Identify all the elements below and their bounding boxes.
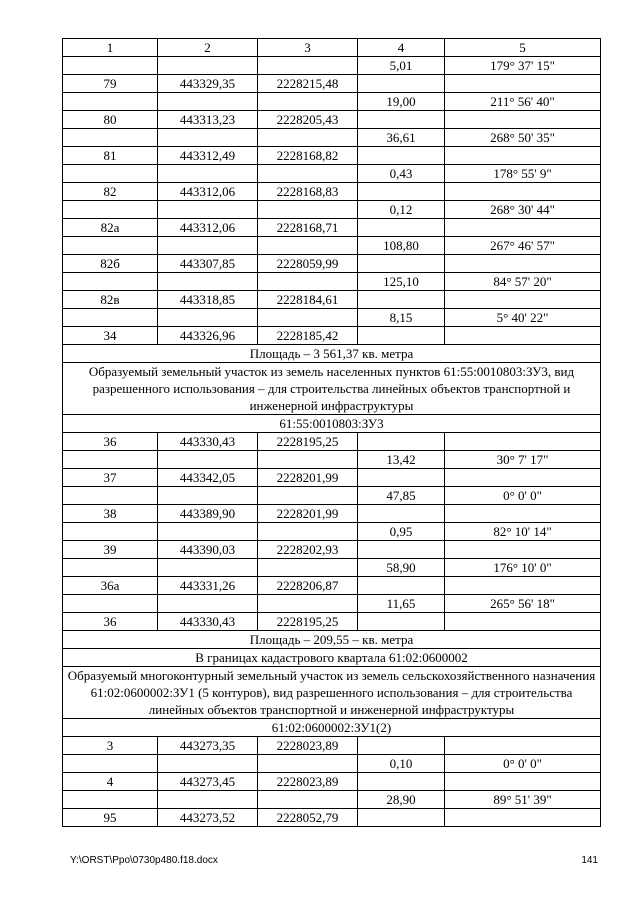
table-cell: [258, 93, 358, 111]
table-cell: [358, 75, 445, 93]
table-cell: 58,90: [358, 559, 445, 577]
section-row: [63, 363, 601, 415]
table-cell: [358, 613, 445, 631]
table-cell: 265° 56' 18": [445, 595, 601, 613]
table-cell: [445, 219, 601, 237]
table-cell: [258, 165, 358, 183]
section-cell: Площадь – 3 561,37 кв. метра: [63, 345, 601, 363]
header-cell: 4: [358, 39, 445, 57]
table-cell: 268° 50' 35": [445, 129, 601, 147]
table-cell: 2228206,87: [258, 577, 358, 595]
table-cell: 2228023,89: [258, 773, 358, 791]
table-cell: 82б: [63, 255, 158, 273]
table-cell: [445, 773, 601, 791]
table-cell: 443390,03: [158, 541, 258, 559]
table-row: [63, 309, 601, 327]
table-cell: 443313,23: [158, 111, 258, 129]
table-cell: 0,12: [358, 201, 445, 219]
table-cell: [63, 595, 158, 613]
table-cell: 443329,35: [158, 75, 258, 93]
section-cell: 61:55:0010803:ЗУ3: [63, 415, 601, 433]
table-cell: 268° 30' 44": [445, 201, 601, 219]
table-row: [63, 469, 601, 487]
table-cell: [358, 255, 445, 273]
table-cell: [445, 809, 601, 827]
table-cell: [258, 57, 358, 75]
table-cell: 36,61: [358, 129, 445, 147]
table-cell: 108,80: [358, 237, 445, 255]
table-cell: 443330,43: [158, 613, 258, 631]
table-cell: [358, 433, 445, 451]
table-cell: 2228195,25: [258, 613, 358, 631]
section-cell: Образуемый земельный участок из земель населенных пунктов 61:55:0010803:ЗУ3, вид разрешенного использования – для строительства линейных объектов транспортной и инженерной инфраструктуры: [63, 363, 601, 415]
table-cell: 2228195,25: [258, 433, 358, 451]
table-row: [63, 791, 601, 809]
table-cell: [63, 451, 158, 469]
table-cell: 0,95: [358, 523, 445, 541]
table-cell: 34: [63, 327, 158, 345]
table-cell: 0° 0' 0": [445, 755, 601, 773]
table-row: [63, 93, 601, 111]
table-cell: 36а: [63, 577, 158, 595]
table-cell: 2228201,99: [258, 505, 358, 523]
table-cell: 176° 10' 0": [445, 559, 601, 577]
table-row: [63, 577, 601, 595]
table-row: [63, 201, 601, 219]
table-cell: [445, 183, 601, 201]
table-cell: [158, 559, 258, 577]
table-cell: [63, 755, 158, 773]
table-cell: [445, 147, 601, 165]
table-cell: [158, 165, 258, 183]
table-cell: 211° 56' 40": [445, 93, 601, 111]
table-cell: [358, 505, 445, 523]
table-row: [63, 433, 601, 451]
table-body: [63, 57, 601, 827]
table-cell: [258, 309, 358, 327]
table-row: [63, 451, 601, 469]
table-cell: [158, 57, 258, 75]
table-row: [63, 273, 601, 291]
table-cell: 2228168,82: [258, 147, 358, 165]
table-cell: 36: [63, 433, 158, 451]
table-cell: 2228184,61: [258, 291, 358, 309]
table-cell: 39: [63, 541, 158, 559]
table-cell: 443330,43: [158, 433, 258, 451]
table-cell: [258, 791, 358, 809]
table-cell: [445, 291, 601, 309]
table-cell: 82в: [63, 291, 158, 309]
header-cell: 5: [445, 39, 601, 57]
table-cell: 443312,49: [158, 147, 258, 165]
table-cell: 0,10: [358, 755, 445, 773]
table-cell: 82а: [63, 219, 158, 237]
table-cell: 5,01: [358, 57, 445, 75]
table-cell: 443273,35: [158, 737, 258, 755]
table-row: [63, 505, 601, 523]
table-cell: [158, 237, 258, 255]
table-cell: [63, 273, 158, 291]
table-cell: [258, 201, 358, 219]
table-cell: [358, 219, 445, 237]
table-cell: [63, 487, 158, 505]
table-cell: 0,43: [358, 165, 445, 183]
table-row: [63, 129, 601, 147]
table-cell: 47,85: [358, 487, 445, 505]
table-cell: 95: [63, 809, 158, 827]
table-cell: 30° 7' 17": [445, 451, 601, 469]
table-cell: 2228023,89: [258, 737, 358, 755]
table-cell: [358, 809, 445, 827]
table-cell: 443273,52: [158, 809, 258, 827]
table-cell: [63, 309, 158, 327]
table-cell: [358, 469, 445, 487]
section-cell: Образуемый многоконтурный земельный участок из земель сельскохозяйственного назначения 61:02:0600002:ЗУ1 (5 контуров), вид разрешенного использования – для строительства линейных объектов транспортной и инженерной инфраструктуры: [63, 667, 601, 719]
table-cell: 2228168,83: [258, 183, 358, 201]
table-cell: [258, 451, 358, 469]
table-cell: [158, 595, 258, 613]
table-cell: 443318,85: [158, 291, 258, 309]
table-cell: 179° 37' 15": [445, 57, 601, 75]
table-cell: 37: [63, 469, 158, 487]
table-row: [63, 237, 601, 255]
table-cell: [258, 273, 358, 291]
table-cell: 443389,90: [158, 505, 258, 523]
table-cell: 443273,45: [158, 773, 258, 791]
table-cell: [258, 523, 358, 541]
table-row: [63, 773, 601, 791]
table-cell: [445, 469, 601, 487]
table-cell: [358, 111, 445, 129]
header-cell: 2: [158, 39, 258, 57]
section-row: [63, 345, 601, 363]
table-row: [63, 255, 601, 273]
table-cell: 443312,06: [158, 219, 258, 237]
header-row: [63, 39, 601, 57]
table-cell: 2228185,42: [258, 327, 358, 345]
section-row: [63, 667, 601, 719]
table-cell: 443342,05: [158, 469, 258, 487]
table-cell: [445, 433, 601, 451]
table-row: [63, 327, 601, 345]
table-cell: [158, 487, 258, 505]
table-cell: [258, 755, 358, 773]
footer-file-path: Y:\ORST\Ppo\0730p480.f18.docx: [70, 855, 218, 866]
table-cell: 2228201,99: [258, 469, 358, 487]
table-cell: 2228202,93: [258, 541, 358, 559]
table-row: [63, 613, 601, 631]
table-row: [63, 737, 601, 755]
table-row: [63, 75, 601, 93]
table-cell: [358, 327, 445, 345]
table-cell: 79: [63, 75, 158, 93]
section-cell: Площадь – 209,55 – кв. метра: [63, 631, 601, 649]
table-cell: [358, 773, 445, 791]
table-cell: [158, 451, 258, 469]
table-cell: [358, 291, 445, 309]
table-cell: [358, 577, 445, 595]
table-cell: 2228205,43: [258, 111, 358, 129]
table-cell: 38: [63, 505, 158, 523]
table-cell: 267° 46' 57": [445, 237, 601, 255]
table-cell: [63, 201, 158, 219]
table-cell: 443326,96: [158, 327, 258, 345]
table-row: [63, 147, 601, 165]
table-cell: [445, 577, 601, 595]
table-cell: 82: [63, 183, 158, 201]
table-cell: [158, 791, 258, 809]
section-cell: 61:02:0600002:ЗУ1(2): [63, 719, 601, 737]
table-cell: 0° 0' 0": [445, 487, 601, 505]
table-cell: [63, 523, 158, 541]
table-cell: [445, 613, 601, 631]
table-cell: 443331,26: [158, 577, 258, 595]
table-cell: 84° 57' 20": [445, 273, 601, 291]
header-cell: 3: [258, 39, 358, 57]
table-cell: 89° 51' 39": [445, 791, 601, 809]
table-row: [63, 183, 601, 201]
table-cell: 2228168,71: [258, 219, 358, 237]
table-cell: [63, 93, 158, 111]
table-cell: [445, 541, 601, 559]
footer-page-number: 141: [581, 855, 598, 866]
table-cell: 13,42: [358, 451, 445, 469]
table-cell: [258, 595, 358, 613]
table-cell: [63, 559, 158, 577]
table-cell: 5° 40' 22": [445, 309, 601, 327]
table-row: [63, 559, 601, 577]
section-row: [63, 631, 601, 649]
table-cell: 443307,85: [158, 255, 258, 273]
table-cell: [158, 93, 258, 111]
table-cell: [358, 183, 445, 201]
table-cell: 80: [63, 111, 158, 129]
table-row: [63, 595, 601, 613]
table-cell: [445, 505, 601, 523]
table-row: [63, 57, 601, 75]
table-cell: [445, 327, 601, 345]
table-cell: [358, 147, 445, 165]
section-cell: В границах кадастрового квартала 61:02:0600002: [63, 649, 601, 667]
table-cell: 178° 55' 9": [445, 165, 601, 183]
table-cell: [158, 755, 258, 773]
table-cell: 4: [63, 773, 158, 791]
table-cell: [258, 129, 358, 147]
table-cell: [445, 255, 601, 273]
table-row: [63, 219, 601, 237]
table-row: [63, 165, 601, 183]
table-cell: [445, 75, 601, 93]
table-cell: 19,00: [358, 93, 445, 111]
table-row: [63, 291, 601, 309]
table-cell: 8,15: [358, 309, 445, 327]
section-row: [63, 719, 601, 737]
table-cell: 36: [63, 613, 158, 631]
table-cell: 2228215,48: [258, 75, 358, 93]
table-cell: [445, 737, 601, 755]
table-cell: [258, 237, 358, 255]
table-cell: 81: [63, 147, 158, 165]
table-cell: 2228052,79: [258, 809, 358, 827]
section-row: [63, 649, 601, 667]
table-cell: 443312,06: [158, 183, 258, 201]
table-cell: [258, 487, 358, 505]
table-cell: [358, 737, 445, 755]
table-cell: 11,65: [358, 595, 445, 613]
table-cell: [63, 129, 158, 147]
coordinates-table: [62, 38, 601, 827]
header-cell: 1: [63, 39, 158, 57]
table-cell: [158, 309, 258, 327]
table-cell: 3: [63, 737, 158, 755]
table-cell: [445, 111, 601, 129]
table-cell: [158, 523, 258, 541]
table-row: [63, 523, 601, 541]
table-row: [63, 487, 601, 505]
table-cell: [63, 237, 158, 255]
table-cell: [63, 791, 158, 809]
table-cell: [258, 559, 358, 577]
table-cell: 2228059,99: [258, 255, 358, 273]
table-row: [63, 755, 601, 773]
table-cell: [63, 165, 158, 183]
table-cell: 82° 10' 14": [445, 523, 601, 541]
table-row: [63, 111, 601, 129]
table-cell: [358, 541, 445, 559]
table-cell: 125,10: [358, 273, 445, 291]
section-row: [63, 415, 601, 433]
table-cell: [158, 273, 258, 291]
table-cell: [158, 201, 258, 219]
table-row: [63, 809, 601, 827]
table-cell: [63, 57, 158, 75]
table-cell: 28,90: [358, 791, 445, 809]
table-row: [63, 541, 601, 559]
table-cell: [158, 129, 258, 147]
